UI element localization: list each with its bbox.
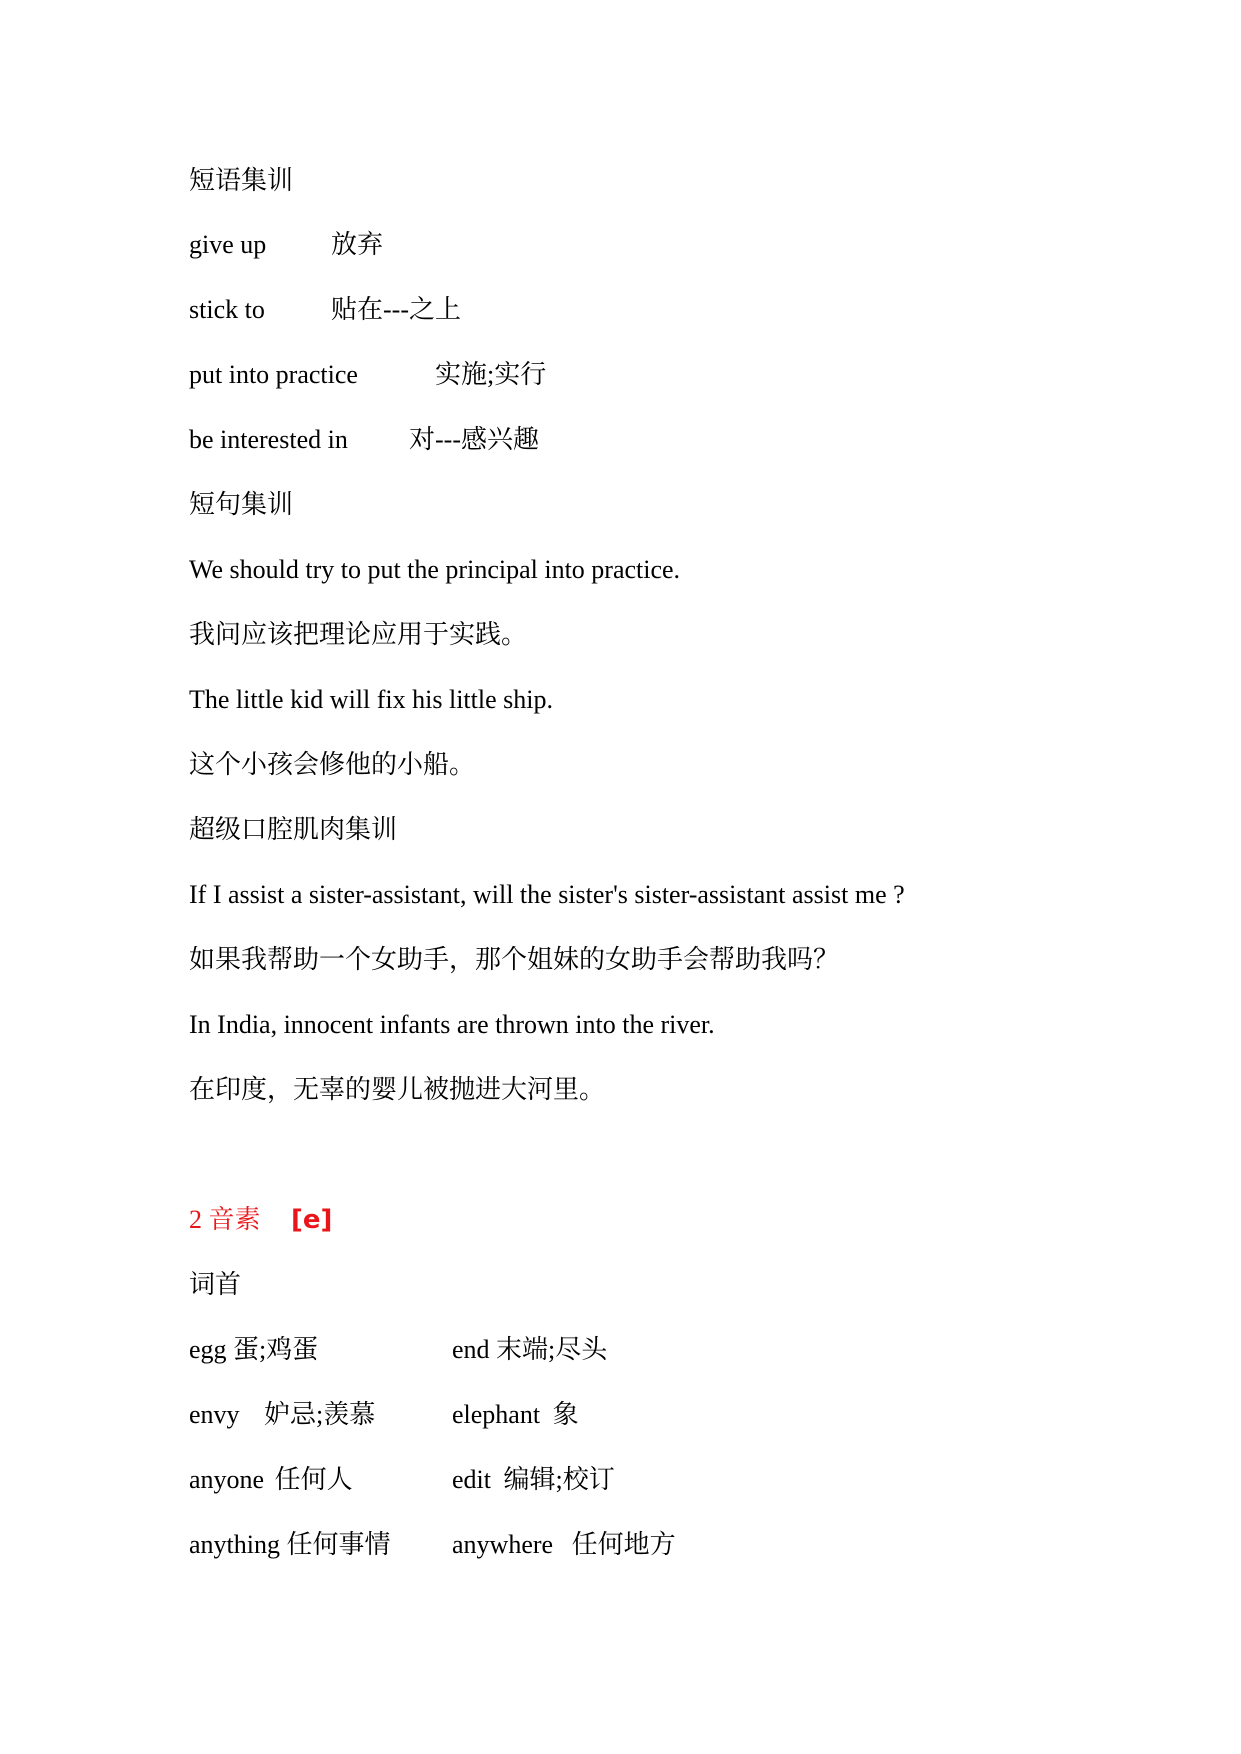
tongue-twister-en: In India, innocent infants are thrown into the river. — [189, 1010, 715, 1039]
phoneme-heading — [189, 1203, 332, 1237]
word-zh: 任何人 — [274, 1465, 353, 1494]
word-row — [189, 1463, 615, 1497]
phrase-item — [189, 423, 539, 457]
phrase-zh: 放弃 — [331, 230, 384, 259]
phoneme-heading-text: 音素 — [208, 1205, 261, 1234]
word-row — [189, 1333, 608, 1367]
sentence-en: The little kid will fix his little ship. — [189, 685, 553, 714]
sentence-section-title: 短句集训 — [189, 490, 294, 519]
phoneme-symbol: [e] — [291, 1205, 333, 1235]
word-en: end — [452, 1335, 490, 1364]
word-pair-right — [452, 1463, 615, 1497]
word-en: anywhere — [452, 1530, 554, 1559]
word-en: egg — [189, 1335, 227, 1364]
sentence-zh: 这个小孩会修他的小船。 — [189, 750, 476, 779]
phrase-en: give up — [189, 230, 267, 259]
word-en: anyone — [189, 1465, 265, 1494]
word-en: elephant — [452, 1400, 541, 1429]
phrase-item — [189, 358, 547, 392]
word-pair-right — [452, 1333, 607, 1367]
phrase-en: stick to — [189, 295, 265, 324]
phrase-zh: 贴在---之上 — [331, 295, 461, 324]
word-zh: 象 — [552, 1400, 579, 1429]
phrase-item — [189, 228, 384, 262]
word-en: edit — [452, 1465, 491, 1494]
word-en: anything — [189, 1530, 280, 1559]
phoneme-subtitle: 词首 — [189, 1270, 242, 1299]
phrase-en: be interested in — [189, 425, 348, 454]
tongue-twister-en: If I assist a sister-assistant, will the sister's sister-assistant assist me ? — [189, 880, 905, 909]
phrase-item — [189, 293, 461, 327]
word-zh: 编辑;校订 — [503, 1465, 615, 1494]
word-zh: 蛋;鸡蛋 — [233, 1335, 319, 1364]
word-en: envy — [189, 1400, 240, 1429]
word-zh: 任何事情 — [286, 1530, 391, 1559]
phrase-section-title: 短语集训 — [189, 166, 294, 195]
word-row — [189, 1398, 579, 1432]
word-pair-right — [452, 1398, 579, 1432]
tongue-twister-zh: 在印度，无辜的婴儿被抛进大河里。 — [189, 1075, 606, 1104]
sentence-zh: 我问应该把理论应用于实践。 — [189, 620, 528, 649]
phrase-zh: 实施;实行 — [435, 360, 547, 389]
phrase-en: put into practice — [189, 360, 358, 389]
oral-section-title: 超级口腔肌肉集训 — [189, 815, 398, 844]
sentence-en: We should try to put the principal into practice. — [189, 555, 681, 584]
word-pair-right — [452, 1528, 676, 1562]
word-zh: 妒忌;羡慕 — [264, 1400, 376, 1429]
phrase-zh: 对---感兴趣 — [409, 425, 539, 454]
tongue-twister-zh: 如果我帮助一个女助手，那个姐妹的女助手会帮助我吗？ — [189, 945, 840, 974]
word-zh: 末端;尽头 — [496, 1335, 608, 1364]
word-row — [189, 1528, 676, 1562]
phoneme-heading-number: 2 — [189, 1205, 202, 1234]
word-zh: 任何地方 — [571, 1530, 676, 1559]
